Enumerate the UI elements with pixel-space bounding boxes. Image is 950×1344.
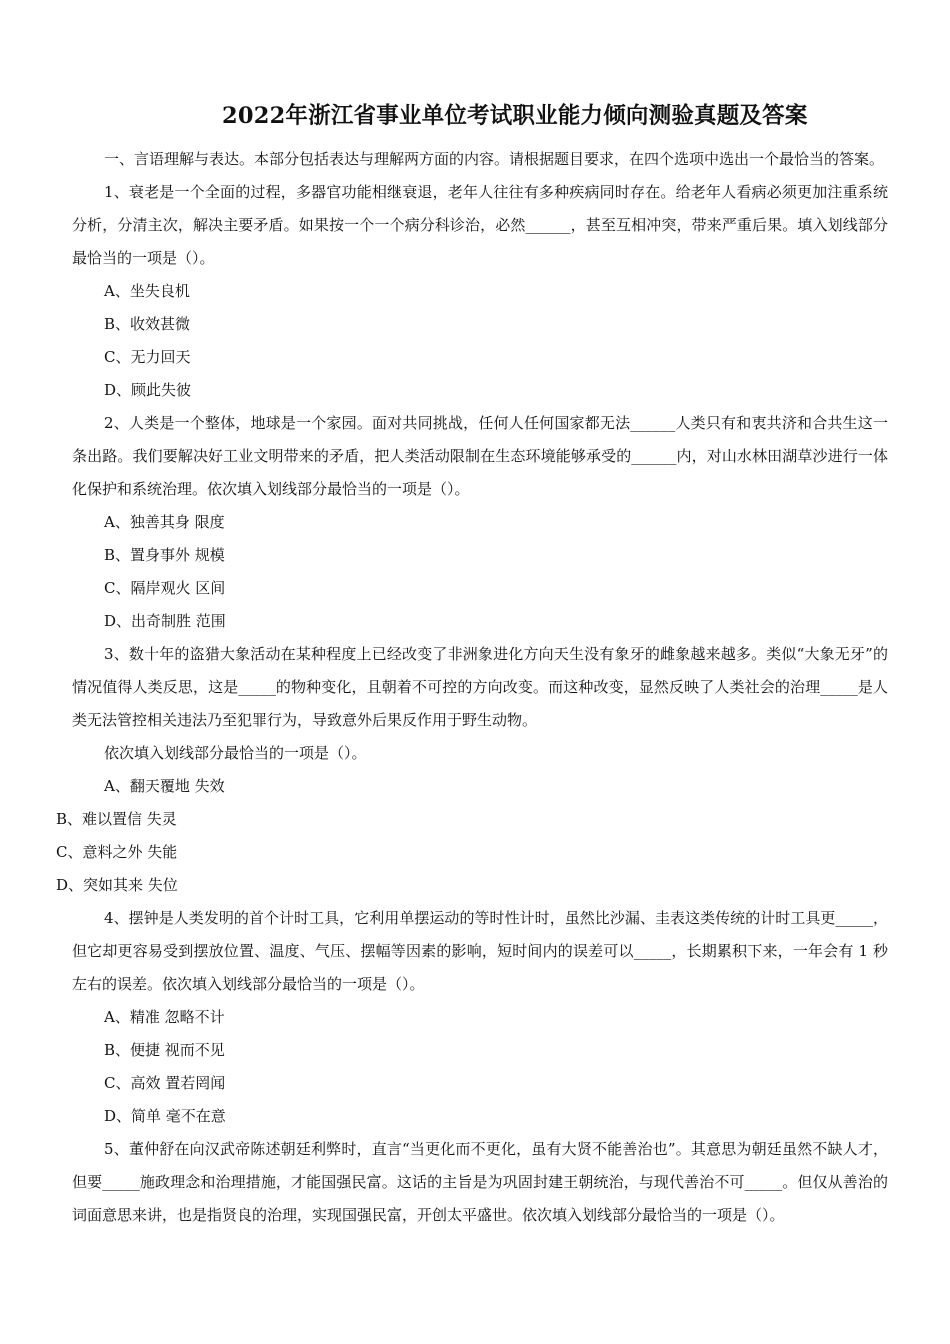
question-4-option-d: D、简单 毫不在意	[104, 1107, 226, 1125]
question-4-option-c: C、高效 置若罔闻	[104, 1074, 226, 1092]
question-3-option-a: A、翻天覆地 失效	[104, 777, 225, 795]
question-4-stem: 4、摆钟是人类发明的首个计时工具，它利用单摆运动的等时性计时，虽然比沙漏、圭表这类传统的计时工具更_____，但它却更容易受到摆放位置、温度、气压、摆幅等因素的影响，短时间内的误差可以_____，长期累积下来，一年会有 1 秒左右的误差。依次填入划线部分最恰当的一项是（）。	[72, 909, 888, 993]
document-body	[56, 143, 888, 1232]
question-2-stem: 2、人类是一个整体，地球是一个家园。面对共同挑战，任何人任何国家都无法______人类只有和衷共济和合共生这一条出路。我们要解决好工业文明带来的矛盾，把人类活动限制在生态环境能够承受的______内，对山水林田湖草沙进行一体化保护和系统治理。依次填入划线部分最恰当的一项是（）。	[72, 414, 888, 498]
question-3-prompt: 依次填入划线部分最恰当的一项是（）。	[104, 744, 367, 762]
question-1-option-a: A、坐失良机	[104, 282, 190, 300]
question-2-option-a: A、独善其身 限度	[104, 513, 225, 531]
question-2-option-c: C、隔岸观火 区间	[104, 579, 226, 597]
question-1-option-b: B、收效甚微	[104, 315, 191, 333]
page-title: 2022年浙江省事业单位考试职业能力倾向测验真题及答案	[222, 103, 808, 129]
question-1-option-c: C、无力回天	[104, 348, 191, 366]
question-1-option-d: D、顾此失彼	[104, 381, 192, 399]
question-3-stem: 3、数十年的盗猎大象活动在某种程度上已经改变了非洲象进化方向天生没有象牙的雌象越来越多。类似“大象无牙”的情况值得人类反思，这是_____的物种变化，且朝着不可控的方向改变。而这种改变，显然反映了人类社会的治理_____是人类无法管控相关违法乃至犯罪行为，导致意外后果反作用于野生动物。	[72, 645, 888, 729]
question-4-option-a: A、精准 忽略不计	[104, 1008, 225, 1026]
section-intro: 一、言语理解与表达。本部分包括表达与理解两方面的内容。请根据题目要求，在四个选项中选出一个最恰当的答案。	[104, 150, 885, 168]
question-2-option-b: B、置身事外 规模	[104, 546, 225, 564]
question-1-stem: 1、衰老是一个全面的过程，多器官功能相继衰退，老年人往往有多种疾病同时存在。给老年人看病必须更加注重系统分析，分清主次，解决主要矛盾。如果按一个一个病分科诊治，必然______，甚至互相冲突，带来严重后果。填入划线部分最恰当的一项是（）。	[72, 183, 888, 267]
question-2-option-d: D、出奇制胜 范围	[104, 612, 226, 630]
question-3-option-d: D、突如其来 失位	[56, 876, 178, 894]
question-3-option-b: B、难以置信 失灵	[56, 810, 177, 828]
question-5-stem: 5、董仲舒在向汉武帝陈述朝廷利弊时，直言“当更化而不更化，虽有大贤不能善治也”。其意思为朝廷虽然不缺人才，但要_____施政理念和治理措施，才能国强民富。这话的主旨是为巩固封建王朝统治，与现代善治不可_____。但仅从善治的词面意思来讲，也是指贤良的治理，实现国强民富，开创太平盛世。依次填入划线部分最恰当的一项是（）。	[72, 1140, 888, 1224]
question-4-option-b: B、便捷 视而不见	[104, 1041, 225, 1059]
question-3-option-c: C、意料之外 失能	[56, 843, 178, 861]
